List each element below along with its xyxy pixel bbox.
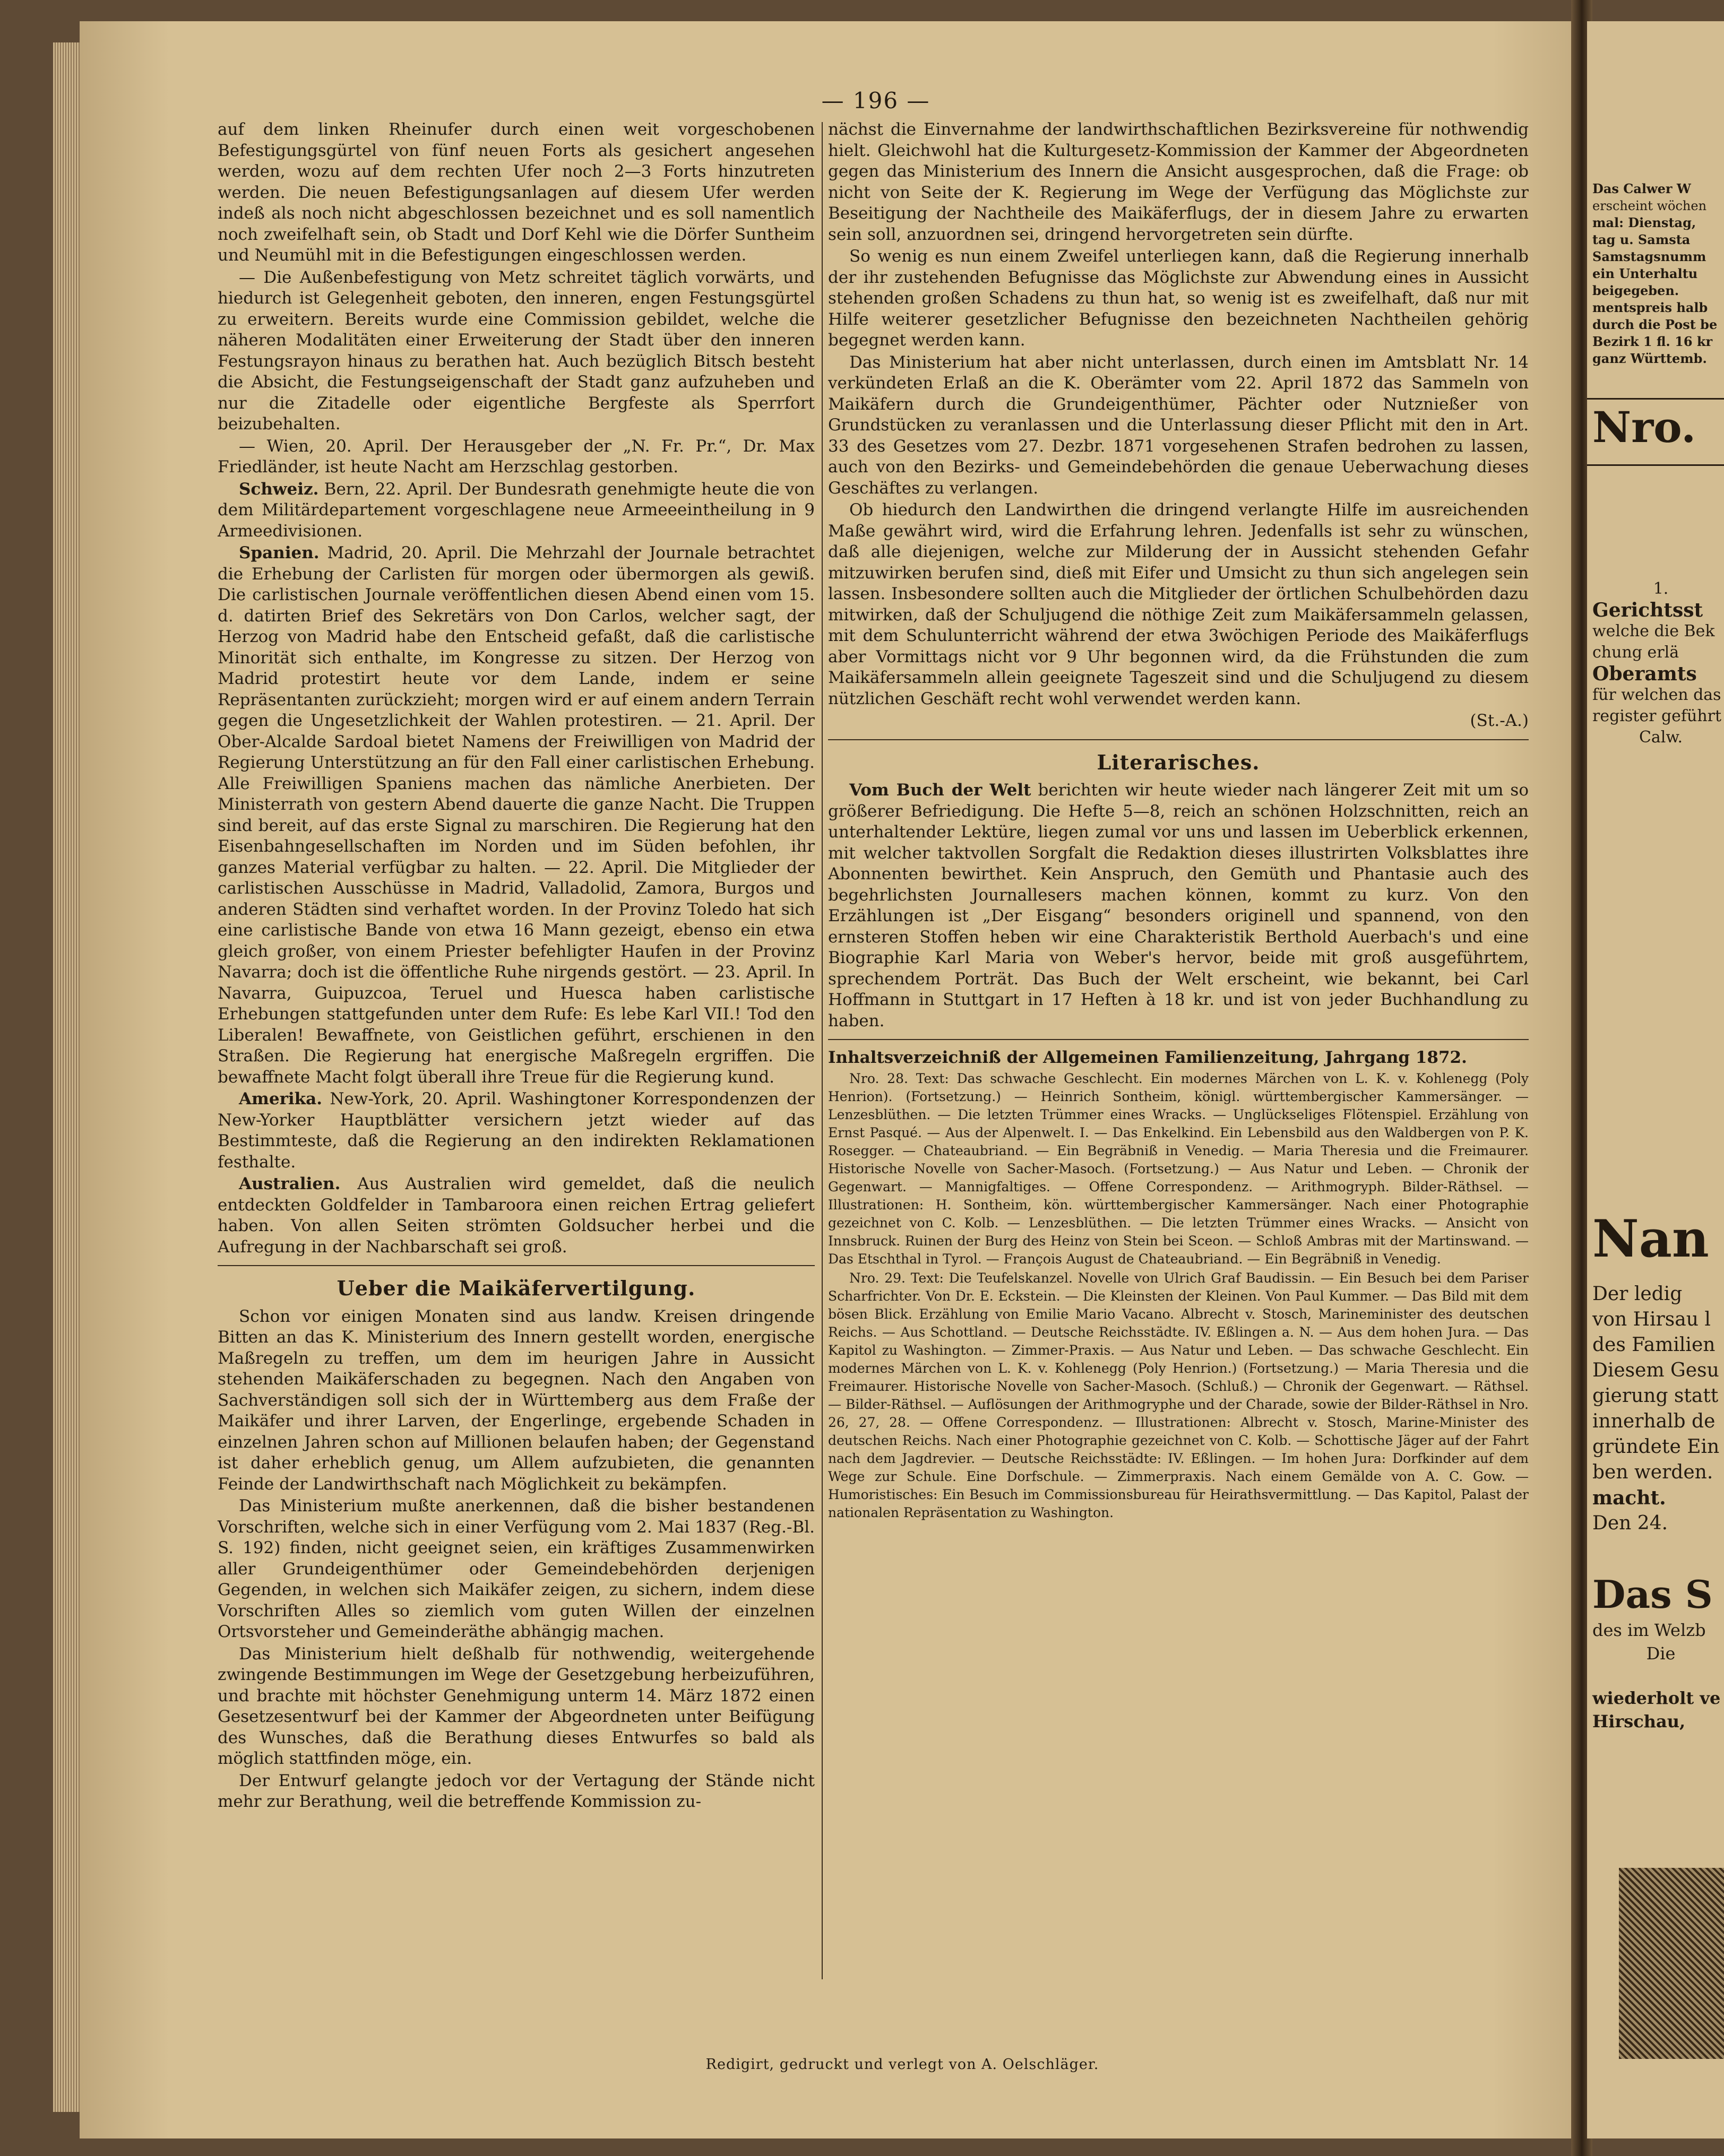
text-line: Oberamts: [1592, 663, 1697, 685]
text-line: Samstagsnumm: [1592, 249, 1706, 264]
text-line: Den 24.: [1592, 1512, 1668, 1534]
section-tag: Amerika.: [239, 1089, 323, 1109]
paragraph: Schon vor einigen Monaten sind aus landw. Kreisen dringende Bitten an das K. Ministerium des Innern gestellt worden, energische Maßregeln zu treffen, um dem im heurigen Jahre in Aussicht stehenden Maikäferschaden zu begegnen. Nach den Angaben von Sachverständigen soll sich der in Württemberg aus dem Fraße der Maikäfer und ihrer Larven, der Engerlinge, ergebende Schaden in einzelnen Jahren schon auf Millionen belaufen haben; der Gegenstand ist daher erheblich genug, um Allem aufzubieten, die genannten Feinde der Landwirthschaft nach Möglichkeit zu bekämpfen.: [218, 1306, 815, 1494]
paragraph: — Die Außenbefestigung von Metz schreitet täglich vorwärts, und hiedurch ist Gelegenheit geboten, den inneren, engen Festungsgürtel zu erweitern. Bereits wurde eine Commission gebildet, welche die näheren Modalitäten einer Erweiterung der Stadt über den inneren Festungsrayon hinaus zu berathen hat. Auch bezüglich Bitsch besteht die Absicht, die Festungseigenschaft der Stadt ganz aufzuheben und nur die Zitadelle oder eigentliche Bergfeste als Sperrfort beizubehalten.: [218, 267, 815, 434]
paragraph: Ob hiedurch den Landwirthen die dringend verlangte Hilfe im ausreichenden Maße gewährt wird, wird die Erfahrung lehren. Jedenfalls ist sehr zu wünschen, daß alle diejenigen, welche zur Milderung der in Aussicht stehenden Gefahr mitzuwirken berufen sind, dieß mit Eifer und Umsicht zu thun sich angelegen sein lassen. Insbesondere sollten auch die Mitglieder der örtlichen Schulbehörden dazu mitwirken, daß der Schuljugend die nöthige Zeit zum Maikäfersammeln gelassen, mit dem Schulunterricht während der etwa 3wöchigen Periode des Maikäferflugs aber Vormittags nicht vor 9 Uhr begonnen wird, da die Frühstunden die zum Maikäfersammeln allein geeignete Tageszeit sind und die Schuljugend zu diesem nützlichen Geschäft recht wohl verwendet werden kann.: [828, 500, 1529, 708]
text-line: tag u. Samsta: [1592, 232, 1691, 247]
section-rule: [828, 739, 1529, 740]
text-line: Die: [1646, 1643, 1676, 1664]
section-tag: Australien.: [239, 1174, 341, 1193]
article-heading: Ueber die Maikäfervertilgung.: [337, 1276, 696, 1300]
paragraph: [218, 1174, 815, 1258]
section-tag: Spanien.: [239, 543, 320, 562]
source-signature: (St.-A.): [1470, 711, 1529, 730]
text-line: für welchen das: [1592, 686, 1721, 704]
rule: [1587, 464, 1724, 466]
section-rule: [828, 1039, 1529, 1040]
column-divider: [822, 122, 823, 1979]
text-line: durch die Post be: [1592, 317, 1718, 332]
text-line: mentspreis halb: [1592, 300, 1708, 315]
text-line: mal: Dienstag,: [1592, 215, 1696, 230]
text-line: Diesem Gesu: [1592, 1360, 1719, 1381]
paragraph-text: Madrid, 20. April. Die Mehrzahl der Journale betrachtet die Erhebung der Carlisten für morgen oder übermorgen als gewiß. Die carlistischen Journale veröffentlichen diesen Abend einen vom 15. d. datirten Brief des Sekretärs von Don Carlos, welcher sagt, der Herzog von Madrid habe den Entscheid gefaßt, daß die carlistische Minorität sich enthalte, im Kongresse zu sitzen. Der Herzog von Madrid protestirt heute vor dem Lande, indem er seine Repräsentanten zurückzieht; morgen wird er auf einem andern Terrain gegen die Ungesetzlichkeit der Wahlen protestiren. — 21. April. Der Ober-Alcalde Sardoal bietet Namens der Freiwilligen von Madrid der Regierung Unterstützung an für den Fall einer carlistischen Erhebung. Alle Freiwilligen Spaniens machen das nämliche Anerbieten. Der Ministerrath von gestern Abend dauerte die ganze Nacht. Die Truppen sind bereit, auf das erste Signal zu marschiren. Die Regierung hat den Eisenbahngesellschaften im Norden und im Süden befohlen, ihr ganzes Material verfügbar zu halten. — 22. April. Die Mitglieder der carlistischen Ausschüsse in Madrid, Valladolid, Zamora, Burgos und anderen Städten sind verhaftet worden. In der Provinz Toledo hat sich eine carlistische Bande von etwa 16 Mann gezeigt, ebenso ein etwa gleich großer, von einem Priester befehligter Haufen in der Provinz Navarra; doch ist die öffentliche Ruhe nirgends gestört. — 23. April. In Navarra, Guipuzcoa, Teruel und Huesca haben carlistische Erhebungen stattgefunden unter dem Rufe: Es lebe Karl VII.! Tod den Liberalen! Bewaffnete, von Geistlichen geführt, erschienen in den Straßen. Die Regierung hat energische Maßregeln ergriffen. Die bewaffnete Macht folgt überall ihre Treue für die Regierung kund.: [218, 543, 815, 1087]
text-line: ganz Württemb.: [1592, 351, 1707, 366]
paragraph-text: berichten wir heute wieder nach längerer Zeit mit um so größerer Befriedigung. Die Hefte 5—8, reich an schönen Holzschnitten, reich an unterhaltender Lektüre, liegen zumal vor uns und lassen im Ueberblick erkennen, mit welcher taktvollen Sorgfalt die Redaktion dieses illustrirten Volksblattes ihre Abonnenten bewirthet. Kein Anspruch, den Gemüth und Phantasie auch des begehrlichsten Journallesers machen können, kommt zu kurz. Von den Erzählungen ist „Der Eisgang“ besonders originell und spannend, von den ernsteren Stoffen heben wir eine Charakteristik Berthold Auerbach's und eine Biographie Karl Maria von Weber's hervor, beide mit groß ausgeführtem, sprechendem Porträt. Das Buch der Welt erscheint, wie bekannt, bei Carl Hoffmann in Stuttgart in 17 Heften à 18 kr. und ist von jeder Buchhandlung zu haben.: [828, 781, 1529, 1031]
paragraph: [218, 543, 815, 1088]
paragraph-text: Bern, 22. April. Der Bundesrath genehmigte heute die von dem Militärdepartement vorgeschlagene neue Armeeeintheilung in 9 Armeedivisionen.: [218, 479, 815, 541]
text-line: beigegeben.: [1592, 283, 1679, 298]
masthead-info: [1587, 180, 1724, 367]
text-line: chung erlä: [1592, 643, 1679, 662]
woodcut-illustration: [1619, 1868, 1724, 2059]
text-line: Gerichtsst: [1592, 599, 1703, 621]
text-line: ben werden.: [1592, 1461, 1713, 1483]
text-line: Der ledig: [1592, 1283, 1683, 1305]
index-title-text: Inhaltsverzeichniß der Allgemeinen Familienzeitung, Jahrgang 1872.: [828, 1048, 1467, 1067]
text-line: erscheint wöchen: [1592, 198, 1707, 213]
section-tag: Schweiz.: [239, 479, 319, 499]
text-line: Bezirk 1 fl. 16 kr: [1592, 334, 1713, 349]
paragraph: So wenig es nun einem Zweifel unterliegen kann, daß die Regierung innerhalb der ihr zustehenden Befugnisse das Möglichste zur Abwendung eines in Aussicht stehenden großen Schadens zu thun hat, so wenig ist es zweifelhaft, daß nur mit Hilfe weiterer gesetzlicher Befugnisse den bezeichneten Nachtheilen gehörig begegnet werden kann.: [828, 247, 1529, 350]
right-column: [828, 119, 1529, 1523]
text-line: des Familien: [1592, 1334, 1716, 1356]
text-line: Hirschau,: [1592, 1711, 1686, 1731]
literary-heading: Literarisches.: [1097, 750, 1260, 774]
issue-number-title: Nro.: [1592, 402, 1696, 452]
page-number: — 196 —: [821, 88, 930, 114]
index-title: [828, 1047, 1529, 1069]
paragraph: nächst die Einvernahme der landwirthschaftlichen Bezirksvereine für nothwendig hielt. Gleichwohl hat die Kulturgesetz-Kommission der Kammer der Abgeordneten gegen das Ministerium des Innern die Ansicht ausgesprochen, daß die Frage: ob nicht von Seite der K. Regierung im Wege der Verfügung das Möglichste zur Beseitigung der Nachtheile des Maikäferflugs, der in diesem Jahre zu erwarten sein soll, anzuordnen sei, dringend hervorgetreten sein dürfte.: [828, 120, 1529, 244]
text-line: Das Calwer W: [1592, 181, 1691, 196]
section-rule: [218, 1265, 815, 1266]
rule: [1587, 398, 1724, 400]
paragraph: — Wien, 20. April. Der Herausgeber der „N. Fr. Pr.“, Dr. Max Friedländer, ist heute Nacht am Herzschlag gestorben.: [218, 436, 815, 477]
paragraph: [828, 780, 1529, 1032]
left-column: [218, 119, 815, 1814]
text-line: macht.: [1592, 1487, 1666, 1509]
index-paragraph: Nro. 28. Text: Das schwache Geschlecht. Ein modernes Märchen von L. K. v. Kohlenegg (Poly Henrion). (Fortsetzung.) — Heinrich Sontheim, königl. württembergischer Kammersänger. — Lenzesblüthen. — Die letzten Trümmer eines Wracks. — Unglückseliges Flötenspiel. Erzählung von Ernst Pasqué. — Aus der Alpenwelt. I. — Das Enkelkind. Ein Lebensbild aus den Waldbergen von P. K. Rosegger. — Chateaubriand. — Ein Begräbniß in Venedig. — Maria Theresia und die Freimaurer. Historische Novelle von Sacher-Masoch. (Fortsetzung.) — Aus Natur und Leben. — Chronik der Gegenwart. — Mannigfaltiges. — Offene Correspondenz. — Arithmogryph. Bilder-Räthsel. — Illustrationen: H. Sontheim, kön. württembergischer Kammersänger. Nach einer Photographie gezeichnet von C. Kolb. — Lenzesblüthen. — Die letzten Trümmer eines Wracks. — Ansicht von Innsbruck. Ruinen der Burg des Heinz von Stein bei Sceon. — Schloß Ambras mit der Martinswand. — Das Etschthal in Tyrol. — François August de Chateaubriand. — Ein Begräbniß in Venedig.: [828, 1070, 1529, 1267]
text-line: 1.: [1653, 579, 1669, 598]
paragraph: Das Ministerium hat aber nicht unterlassen, durch einen im Amtsblatt Nr. 14 verkündeten Erlaß an die K. Oberämter vom 22. April 1872 das Sammeln von Maikäfern durch die Grundeigenthümer, Pächter oder Nutznießer von Grundstücken zu veranlassen und die Unterlassung dieser Pflicht mit den in Art. 33 des Gesetzes vom 27. Dezbr. 1871 vorgesehenen Strafen bedrohen zu lassen, auch von den Bezirks- und Gemeindebehörden die genaue Ueberwachung dieses Geschäftes zu verlangen.: [828, 352, 1529, 498]
text-line: des im Welzb: [1592, 1620, 1706, 1640]
notice-block: [1587, 578, 1724, 748]
notice-text: [1587, 1282, 1724, 1536]
section-tag: Vom Buch der Welt: [849, 781, 1031, 800]
adjacent-page: [1587, 21, 1724, 2138]
text-line: Calw.: [1639, 728, 1683, 747]
notice-heading: Das S: [1592, 1572, 1713, 1617]
paragraph-text: New-York, 20. April. Washingtoner Korrespondenzen der New-Yorker Hauptblätter versichern jetzt wieder auf das Bestimmteste, daß die Regierung an den indirekten Reklamationen festhalte.: [218, 1089, 815, 1172]
notice-heading: Nan: [1592, 1209, 1709, 1269]
text-line: welche die Bek: [1592, 622, 1715, 640]
paragraph: [218, 479, 815, 542]
text-line: gründete Ein: [1592, 1436, 1720, 1458]
imprint-footer: Redigirt, gedruckt und verlegt von A. Oelschläger.: [705, 2056, 1099, 2073]
paragraph: Das Ministerium mußte anerkennen, daß die bisher bestandenen Vorschriften, welche sich in einer Verfügung vom 2. Mai 1837 (Reg.-Bl. S. 192) finden, nicht geeignet seien, ein kräftiges Zusammenwirken aller Grundeigenthümer oder Gemeindebehörden derjenigen Gegenden, in welchen sich Maikäfer zeigen, zu sichern, indem diese Vorschriften Alles so ziemlich vom guten Willen der einzelnen Ortsvorsteher und Gemeinderäthe abhängig machen.: [218, 1496, 815, 1641]
paragraph: [218, 1089, 815, 1173]
text-line: register geführt: [1592, 707, 1722, 725]
paragraph: auf dem linken Rheinufer durch einen weit vorgeschobenen Befestigungsgürtel von fünf neuen Forts als gesichert angesehen werden, wozu auf dem rechten Ufer noch 2—3 Forts hinzutreten werden. Die neuen Befestigungsanlagen auf diesem Ufer werden indeß als noch nicht abgeschlossen bezeichnet und es soll namentlich noch zweifelhaft sein, ob Stadt und Dorf Kehl wie die Dörfer Suntheim und Neumühl mit in die Befestigungen eingeschlossen werden.: [218, 120, 815, 265]
index-paragraph: Nro. 29. Text: Die Teufelskanzel. Novelle von Ulrich Graf Baudissin. — Ein Besuch bei dem Pariser Scharfrichter. Von Dr. E. Eckstein. — Die Kleinsten der Kleinen. Von Paul Kummer. — Das Bild mit dem bösen Blick. Erzählung von Emilie Mario Vacano. Albrecht v. Stosch, Marineminister des deutschen Reichs. — Aus Schottland. — Deutsche Reichsstädte. IV. Eßlingen a. N. — Aus dem hohen Jura. — Das Kapitol zu Washington. — Zimmer-Praxis. — Aus Natur und Leben. — Das schwache Geschlecht. Ein modernes Märchen von L. K. v. Kohlenegg (Poly Henrion.) (Fortsetzung.) — Maria Theresia und die Freimaurer. Historische Novelle von Sacher-Masoch. (Schluß.) — Chronik der Gegenwart. — Räthsel. — Bilder-Räthsel. — Auflösungen der Arithmogryphe und der Charade, sowie der Bilder-Räthsel in Nro. 26, 27, 28. — Offene Correspondenz. — Illustrationen: Albrecht v. Stosch, Marine-Minister des deutschen Reichs. Nach einer Photographie gezeichnet von C. Kolb. — Schottische Jäger auf der Fahrt nach dem Jagdrevier. — Deutsche Reichsstädte: IV. Eßlingen. — Im hohen Jura: Dorfkinder auf dem Wege zur Schule. Eine Dorfschule. — Zimmerpraxis. Nach einem Gemälde von A. C. Gow. — Humoristisches: Ein Besuch im Commissionsbureau für Heirathsvermittlung. — Das Kapitol, Palast der nationalen Repräsentation zu Washington.: [828, 1270, 1529, 1520]
text-line: wiederholt ve: [1592, 1688, 1721, 1708]
text-line: ein Unterhaltu: [1592, 266, 1698, 281]
text-line: gierung statt: [1592, 1385, 1719, 1407]
text-line: innerhalb de: [1592, 1410, 1716, 1432]
notice-text: [1587, 1618, 1724, 1733]
paragraph: Der Entwurf gelangte jedoch vor der Vertagung der Stände nicht mehr zur Berathung, weil die betreffende Kommission zu-: [218, 1771, 815, 1811]
paragraph-text: Aus Australien wird gemeldet, daß die neulich entdeckten Goldfelder in Tambaroora einen reichen Ertrag geliefert haben. Von allen Seiten strömten Goldsucher herbei und die Aufregung in der Nachbarschaft sei groß.: [218, 1174, 815, 1257]
text-line: von Hirsau l: [1592, 1309, 1711, 1330]
paragraph: Das Ministerium hielt deßhalb für nothwendig, weitergehende zwingende Bestimmungen im Wege der Gesetzgebung herbeizuführen, und brachte mit höchster Genehmigung unterm 14. März 1872 einen Gesetzesentwurf bei der Kammer der Abgeordneten unter Beifügung des Wunsches, daß die Berathung dieses Entwurfes so bald als möglich stattfinden möge, ein.: [218, 1644, 815, 1768]
